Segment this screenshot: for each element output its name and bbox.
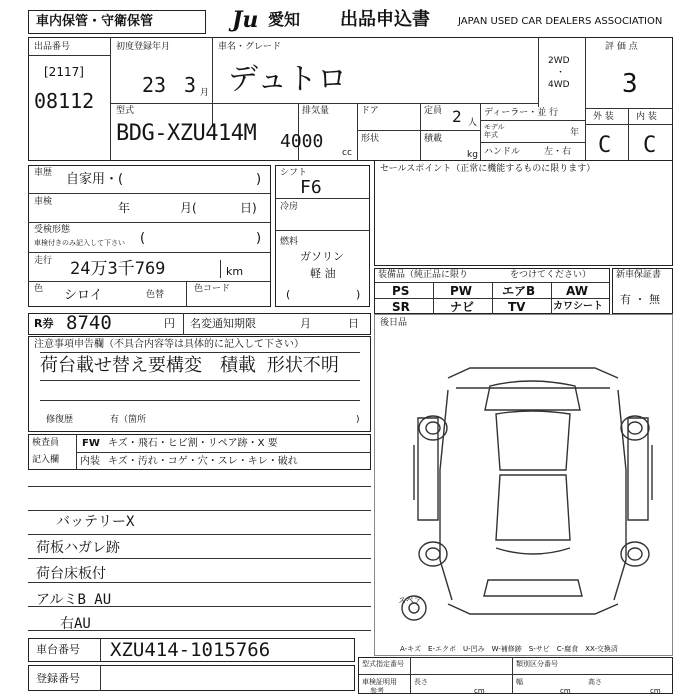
remark-bed-floor: 荷台床板付	[36, 566, 106, 582]
notes-header: 注意事項申告欄（不具合内容等は具体的に記入して下さい）	[34, 339, 304, 350]
displacement-unit: cc	[342, 148, 352, 158]
recycle-value: 8740	[66, 312, 112, 334]
shift-fuel-block	[275, 165, 370, 307]
drive-dot: ・	[556, 68, 566, 78]
load-unit: kg	[467, 150, 478, 160]
received-form-label: 受検形態	[34, 225, 71, 235]
name-change-day: 日	[348, 317, 359, 330]
equipment-label: 装備品（純正品に限り	[378, 270, 469, 280]
color-change-tag: 色替	[146, 290, 165, 300]
capacity-value: 2	[452, 107, 462, 126]
rating-label: 評 価 点	[605, 42, 638, 52]
remark-panel-peel: 荷板ハガレ跡	[36, 540, 120, 556]
shift-label: シフト	[280, 168, 308, 178]
recycle-label: R券	[34, 317, 54, 330]
interior-inspect-items: キズ・汚れ・コゲ・穴・スレ・キレ・破れ	[108, 456, 298, 467]
equip-pw: PW	[450, 284, 473, 298]
history-value: 自家用・(	[66, 172, 124, 187]
equip-leather-seat: カワシート	[553, 301, 603, 312]
sales-point-box	[374, 160, 673, 266]
mileage-value: 24万3千769	[70, 259, 166, 279]
inspection-year: 年	[118, 201, 131, 215]
fw-label: FW	[82, 438, 100, 449]
vehicle-history-block	[28, 165, 271, 307]
logo-region: 愛知	[268, 10, 301, 29]
received-form-note: 車検付きのみ記入して下さい	[34, 239, 125, 247]
width-label: 幅	[516, 678, 523, 686]
inspection-day: 日)	[240, 201, 257, 215]
first-reg-year: 23	[142, 73, 167, 97]
displacement-label: 排気量	[302, 106, 330, 116]
equip-tv: TV	[508, 300, 526, 314]
fuel-selected: 軽 油	[310, 267, 336, 280]
handle-options: 左・右	[544, 147, 572, 157]
car-name-label: 車名・グレード	[218, 42, 282, 52]
first-reg-label: 初度登録年月	[116, 42, 171, 52]
lot-label: 出品番号	[34, 42, 71, 52]
equip-ps: PS	[392, 284, 410, 298]
inspection-label: 車検	[34, 197, 53, 207]
reference-label: 参考	[370, 687, 384, 695]
notes-box	[28, 336, 371, 432]
certificate-label: 車検証明用	[362, 678, 397, 686]
length-unit: cm	[474, 687, 485, 695]
cooling-label: 冷房	[280, 202, 299, 212]
inspection-month: 月(	[180, 201, 197, 215]
new-warranty-label: 新車保証書	[616, 270, 662, 280]
handle-label: ハンドル	[484, 147, 521, 157]
model-year-unit: 年	[570, 128, 580, 138]
model-year-label: モデル 年式	[484, 123, 505, 139]
class-label: 類別区分番号	[516, 660, 558, 668]
inspector-label-2: 記入欄	[32, 455, 60, 465]
model-label: 型式	[116, 106, 135, 116]
fuel-open: (	[286, 288, 291, 301]
equip-sr: SR	[392, 300, 410, 314]
repair-close: )	[356, 415, 360, 425]
equipment-label-tail: をつけてください）	[510, 270, 592, 280]
color-code-label: 色コード	[194, 284, 231, 294]
history-close: )	[256, 172, 262, 187]
fw-items: キズ・飛石・ヒビ割・リペア跡・X 要	[108, 438, 278, 449]
form-title: 出品申込書	[340, 9, 430, 30]
sales-point-label: セールスポイント（正常に機能するものに限ります）	[380, 164, 596, 174]
remark-right: 右AU	[60, 616, 91, 632]
fuel-label: 燃料	[280, 237, 299, 247]
mileage-label: 走行	[34, 256, 53, 266]
association-name: JAPAN USED CAR DEALERS ASSOCIATION	[458, 16, 663, 27]
interior-grade: C	[643, 133, 657, 158]
received-form-close: )	[256, 231, 262, 246]
dealer-label: ディーラー・並 行	[484, 108, 559, 118]
equip-airbag: エアB	[502, 284, 536, 298]
chassis-value: XZU414-1015766	[110, 639, 271, 661]
drive-2wd: 2WD	[548, 56, 570, 66]
exterior-grade: C	[598, 133, 612, 158]
equip-navi: ナビ	[450, 300, 475, 314]
load-label: 積載	[424, 134, 443, 144]
new-warranty-value: 有 ・ 無	[620, 293, 660, 306]
capacity-unit: 人	[468, 118, 478, 128]
designation-label: 型式指定番号	[362, 660, 404, 668]
rear-date-label: 後日品	[380, 318, 408, 328]
spare-label: スペア	[398, 596, 422, 605]
repair-label: 修復歴	[46, 415, 74, 425]
lot-number: 08112	[34, 89, 95, 113]
inspector-label-1: 検査員	[32, 438, 60, 448]
rating-value: 3	[622, 69, 638, 99]
month-unit: 月	[200, 88, 210, 98]
lot-sub-code: [2117]	[44, 65, 84, 79]
name-change-month: 月	[300, 317, 311, 330]
height-unit: cm	[650, 687, 661, 695]
car-name-value: デュトロ	[228, 62, 348, 97]
equip-aw: AW	[566, 284, 588, 298]
height-label: 高さ	[588, 678, 602, 686]
damage-legend: A-キズ E-エクボ U-凹み W-補修跡 S-サビ C-腐食 XX-交換済	[400, 645, 618, 653]
repair-value: 有（箇所	[110, 415, 147, 425]
displacement-value: 4000	[280, 131, 324, 152]
remark-aluminum: アルミB AU	[36, 592, 112, 608]
fuel-close: )	[356, 288, 361, 301]
fuel-value: ガソリン	[300, 250, 344, 263]
doors-label: ドア	[361, 106, 379, 116]
name-change-label: 名変通知期限	[190, 317, 256, 330]
history-label: 車歴	[34, 168, 53, 178]
received-form-open: (	[140, 231, 146, 246]
shape-label: 形状	[361, 134, 380, 144]
interior-label: 内 装	[636, 112, 657, 122]
shift-value: F6	[300, 177, 322, 198]
first-reg-month: 3	[184, 73, 197, 97]
capacity-label: 定員	[424, 106, 443, 116]
mileage-unit: km	[226, 265, 244, 278]
interior-inspect-label: 内装	[80, 456, 100, 467]
ju-logo: Ju	[232, 7, 259, 33]
model-value: BDG-XZU414M	[116, 121, 257, 146]
exterior-label: 外 装	[593, 112, 614, 122]
chassis-label: 車台番号	[36, 643, 80, 656]
storage-tag: 車内保管・守衛保管	[36, 14, 154, 29]
width-unit: cm	[560, 687, 571, 695]
drive-4wd: 4WD	[548, 80, 570, 90]
remark-battery: バッテリーX	[56, 514, 135, 530]
reg-label: 登録番号	[36, 672, 80, 685]
color-label: 色	[34, 284, 44, 294]
recycle-unit: 円	[164, 317, 175, 330]
color-value: シロイ	[64, 288, 103, 303]
length-label: 長さ	[414, 678, 428, 686]
notes-handwritten: 荷台載せ替え要構変 積載 形状不明	[40, 355, 339, 376]
